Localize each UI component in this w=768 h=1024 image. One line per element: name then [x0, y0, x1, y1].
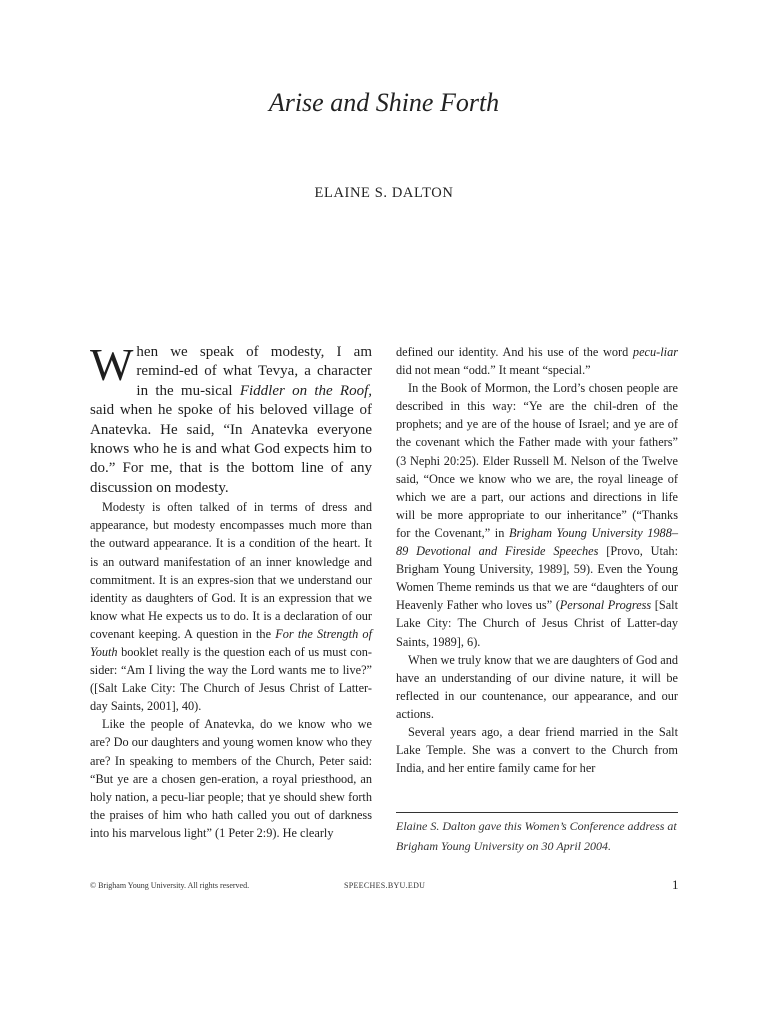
footer-site-link[interactable]: SPEECHES.BYU.EDU	[344, 881, 426, 890]
left-column	[90, 339, 372, 842]
paragraph-bom-italic-1: Brigham Young University 1988–89 Devotional and Fireside Speeches	[396, 525, 679, 559]
paragraph-bom-text-b: [Provo, Utah: Brigham Young University, 1989], 59). Even the Young Women Theme reminds us that we are “daughters of our Heavenly Father who loves us” (	[396, 544, 678, 613]
paragraph-friend: Several years ago, a dear friend married in the Salt Lake Temple. She was a convert to the Church from India, and her entire family came for her	[396, 724, 678, 776]
right-column	[396, 343, 678, 777]
lead-paragraph	[90, 339, 372, 498]
paragraph-book-of-mormon	[396, 379, 678, 650]
paragraph-modesty-text-b: booklet really is the question each of us must con-sider: “Am I living the way the Lord wants me to live?” ([Salt Lake City: The Church of Jesus Christ of Latter-day Saints, 2001], 40).	[90, 645, 372, 714]
author-name: ELAINE S. DALTON	[314, 185, 454, 201]
paragraph-identity-italic: pecu-liar	[632, 345, 678, 359]
lead-text-1: hen we speak of modesty, I am remind-ed of what Tevya, a character in the mu-sical	[136, 344, 372, 399]
paragraph-bom-text-a: In the Book of Mormon, the Lord’s chosen people are described in this way: “Ye are the chil-dren of the prophets; and ye are of the house of Israel; and ye are of the covenant which the Father made with your fathers” (3 Nephi 20:25). Elder Russell M. Nelson of the Twelve said, “Once we know who we are, the royal lineage of which we are a part, our actions and directions in life will be more appropriate to our inheritance” (“Thanks for the Covenant,” in	[396, 381, 678, 540]
paragraph-bom-text-c: [Salt Lake City: The Church of Jesus Christ of Latter-day Saints, 1989], 6).	[396, 598, 678, 649]
page-number: 1	[672, 877, 679, 892]
footnote: Elaine S. Dalton gave this Women’s Conference address at Brigham Young University on 30 April 2004.	[396, 819, 677, 853]
lead-text-2: said when he spoke of his beloved village of Anatevka. He said, “In Anatevka everyone knows who he is and what God expects him to do.” For me, that is the bottom line of any discussion on modesty.	[90, 402, 372, 496]
drop-cap: W	[90, 339, 134, 390]
paragraph-modesty-italic: For the Strength of Youth	[90, 626, 372, 659]
paragraph-identity-text-b: did not mean “odd.” It meant “special.”	[396, 363, 591, 378]
paragraph-anatevka: Like the people of Anatevka, do we know who we are? Do our daughters and young women know who they are? In speaking to members of the Church, Peter said: “But ye are a chosen gen-eration, a royal priesthood, an holy nation, a pecu-liar people; that ye should shew forth the praises of him who hath called you out of darkness into his marvelous light” (1 Peter 2:9). He clearly	[90, 717, 372, 840]
paragraph-bom-italic-2: Personal Progress	[559, 598, 652, 613]
paragraph-identity	[396, 343, 678, 379]
footnote-divider	[396, 812, 678, 813]
paragraph-identity-text-a: defined our identity. And his use of the word	[396, 345, 633, 359]
paragraph-modesty-text-a: Modesty is often talked of in terms of dress and appearance, but modesty encompasses much more than the outward appearance. It is a condition of the heart. It is an outward manifestation of an inner knowledge and commitment. It is an expres-sion that we understand our identity as daughters of God. It is an expression that we know what He expects us to do. It is a declaration of our covenant keeping. A question in the	[90, 500, 372, 641]
footer-copyright: © Brigham Young University. All rights reserved.	[90, 881, 250, 890]
paragraph-daughters: When we truly know that we are daughters of God and have an understanding of our divine nature, it will be reflected in our countenance, our appearance, and our actions.	[396, 652, 678, 721]
page-title: Arise and Shine Forth	[268, 88, 500, 117]
lead-italic-title: Fiddler on the Roof,	[239, 382, 372, 399]
paragraph-modesty	[90, 498, 372, 715]
